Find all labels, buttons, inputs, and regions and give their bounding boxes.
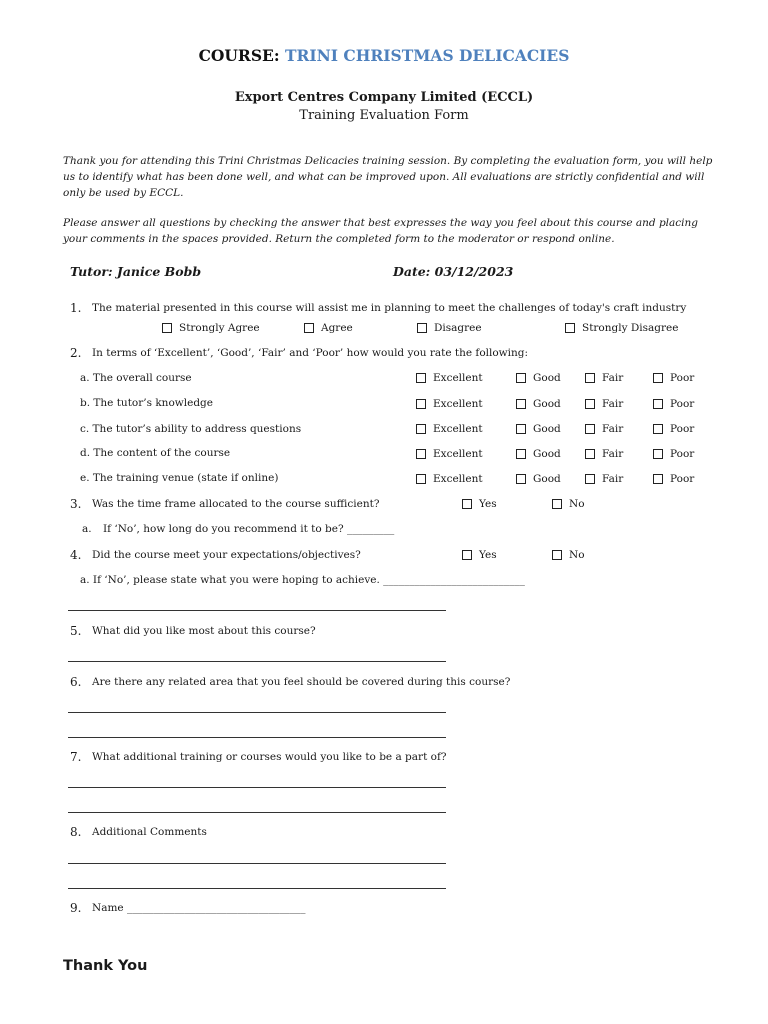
q4-yes[interactable] xyxy=(462,549,497,561)
rating-label: Poor xyxy=(670,398,695,410)
q1-text: The material presented in this course will assist me in planning to meet the challenges of today's craft industry xyxy=(92,302,687,314)
rating-good[interactable] xyxy=(516,372,561,384)
rating-fair[interactable] xyxy=(585,448,623,460)
rating-poor[interactable] xyxy=(653,473,694,485)
q2-item-training-venue: e. The training venue (state if online) xyxy=(80,472,279,484)
q5-number: 5. xyxy=(70,624,82,638)
q9-number: 9. xyxy=(70,901,82,915)
q3-no[interactable] xyxy=(552,498,585,510)
rating-label: Poor xyxy=(670,423,695,435)
rating-label: Good xyxy=(533,423,561,435)
rating-good[interactable] xyxy=(516,448,561,460)
q9-name-field[interactable]: Name __________________________________ xyxy=(92,902,306,914)
rating-good[interactable] xyxy=(516,473,561,485)
q3-sub-label: a. xyxy=(82,523,92,535)
rating-excellent[interactable] xyxy=(416,398,483,410)
answer-line[interactable] xyxy=(68,787,446,788)
q1-option-label: Strongly Disagree xyxy=(582,322,679,334)
checkbox[interactable] xyxy=(416,373,426,383)
checkbox[interactable] xyxy=(653,474,663,484)
rating-label: Good xyxy=(533,372,561,384)
rating-excellent[interactable] xyxy=(416,423,483,435)
rating-label: Poor xyxy=(670,473,695,485)
q1-option-label: Strongly Agree xyxy=(179,322,260,334)
answer-line[interactable] xyxy=(68,661,446,662)
answer-line[interactable] xyxy=(68,712,446,713)
rating-poor[interactable] xyxy=(653,423,694,435)
rating-label: Excellent xyxy=(433,398,483,410)
q7-text: What additional training or courses would you like to be a part of? xyxy=(92,751,447,763)
form-type: Training Evaluation Form xyxy=(299,108,469,123)
rating-fair[interactable] xyxy=(585,423,623,435)
checkbox[interactable] xyxy=(304,323,314,333)
rating-label: Good xyxy=(533,398,561,410)
form-date: Date: 03/12/2023 xyxy=(393,264,514,279)
q3-text: Was the time frame allocated to the course sufficient? xyxy=(92,498,380,510)
checkbox[interactable] xyxy=(162,323,172,333)
tutor-name: Tutor: Janice Bobb xyxy=(70,264,202,279)
rating-label: Good xyxy=(533,448,561,460)
q6-number: 6. xyxy=(70,675,82,689)
checkbox[interactable] xyxy=(417,323,427,333)
checkbox[interactable] xyxy=(462,550,472,560)
q1-number: 1. xyxy=(70,301,82,315)
rating-poor[interactable] xyxy=(653,448,694,460)
checkbox[interactable] xyxy=(516,449,526,459)
checkbox[interactable] xyxy=(585,449,595,459)
checkbox[interactable] xyxy=(653,373,663,383)
q2-item-tutor-knowledge: b. The tutor’s knowledge xyxy=(80,397,213,409)
answer-line[interactable] xyxy=(68,737,446,738)
q6-text: Are there any related area that you feel should be covered during this course? xyxy=(92,676,511,688)
q2-item-tutor-questions: c. The tutor’s ability to address questions xyxy=(80,423,302,435)
rating-label: Excellent xyxy=(433,372,483,384)
checkbox[interactable] xyxy=(516,399,526,409)
rating-label: Good xyxy=(533,473,561,485)
q3-yes[interactable] xyxy=(462,498,497,510)
q2-text: In terms of ‘Excellent’, ‘Good’, ‘Fair’ and ‘Poor’ how would you rate the following: xyxy=(92,347,529,359)
rating-excellent[interactable] xyxy=(416,473,483,485)
checkbox[interactable] xyxy=(653,399,663,409)
q1-option-strongly-agree[interactable] xyxy=(162,322,260,334)
q4-number: 4. xyxy=(70,548,82,562)
checkbox[interactable] xyxy=(585,474,595,484)
rating-label: Fair xyxy=(602,473,624,485)
checkbox[interactable] xyxy=(653,449,663,459)
checkbox[interactable] xyxy=(416,449,426,459)
no-label: No xyxy=(569,498,585,510)
checkbox[interactable] xyxy=(516,424,526,434)
q7-number: 7. xyxy=(70,750,82,764)
rating-fair[interactable] xyxy=(585,372,623,384)
q4-sub-text: a. If ‘No’, please state what you were hoping to achieve. ___________________________ xyxy=(80,574,525,586)
yes-label: Yes xyxy=(479,549,497,561)
company-name: Export Centres Company Limited (ECCL) xyxy=(234,90,534,105)
q3-sub-text: If ‘No’, how long do you recommend it to be? _________ xyxy=(103,523,395,535)
q1-option-disagree[interactable] xyxy=(417,322,482,334)
intro-paragraph-1: Thank you for attending this Trini Christmas Delicacies training session. By completing the evaluation form, you will help us to identify what has been done well, and what can be improved upon. All evaluations are strictly confidential and will only be used by ECCL. xyxy=(63,155,713,199)
checkbox[interactable] xyxy=(416,399,426,409)
checkbox[interactable] xyxy=(462,499,472,509)
q2-item-course-content: d. The content of the course xyxy=(80,447,231,459)
checkbox[interactable] xyxy=(516,474,526,484)
checkbox[interactable] xyxy=(585,424,595,434)
checkbox[interactable] xyxy=(565,323,575,333)
checkbox[interactable] xyxy=(416,424,426,434)
rating-good[interactable] xyxy=(516,398,561,410)
q1-option-strongly-disagree[interactable] xyxy=(565,322,678,334)
checkbox[interactable] xyxy=(653,424,663,434)
rating-fair[interactable] xyxy=(585,473,623,485)
checkbox[interactable] xyxy=(585,399,595,409)
checkbox[interactable] xyxy=(416,474,426,484)
q8-text: Additional Comments xyxy=(92,826,207,838)
rating-excellent[interactable] xyxy=(416,448,483,460)
checkbox[interactable] xyxy=(552,550,562,560)
intro-paragraph-2: Please answer all questions by checking the answer that best expresses the way you feel about this course and placing your comments in the spaces provided. Return the completed form to the moderator or respond online. xyxy=(63,217,699,245)
q8-number: 8. xyxy=(70,825,82,839)
q3-number: 3. xyxy=(70,497,82,511)
rating-label: Fair xyxy=(602,398,624,410)
rating-fair[interactable] xyxy=(585,398,623,410)
course-name: TRINI CHRISTMAS DELICACIES xyxy=(284,46,570,65)
answer-line[interactable] xyxy=(68,863,446,864)
rating-label: Excellent xyxy=(433,473,483,485)
course-title xyxy=(0,46,768,65)
rating-excellent[interactable] xyxy=(416,372,483,384)
rating-poor[interactable] xyxy=(653,372,694,384)
q1-option-label: Agree xyxy=(321,322,353,334)
rating-label: Poor xyxy=(670,448,695,460)
q1-option-agree[interactable] xyxy=(304,322,353,334)
rating-poor[interactable] xyxy=(653,398,694,410)
rating-label: Poor xyxy=(670,372,695,384)
q4-text: Did the course meet your expectations/objectives? xyxy=(92,549,361,561)
q5-text: What did you like most about this course? xyxy=(92,625,316,637)
yes-label: Yes xyxy=(479,498,497,510)
q2-number: 2. xyxy=(70,346,82,360)
answer-line[interactable] xyxy=(68,888,446,889)
checkbox[interactable] xyxy=(585,373,595,383)
q2-item-overall-course: a. The overall course xyxy=(80,372,192,384)
q4-no[interactable] xyxy=(552,549,585,561)
rating-label: Excellent xyxy=(433,448,483,460)
rating-label: Fair xyxy=(602,372,624,384)
checkbox[interactable] xyxy=(552,499,562,509)
answer-line[interactable] xyxy=(68,812,446,813)
no-label: No xyxy=(569,549,585,561)
thank-you: Thank You xyxy=(63,958,148,974)
rating-label: Fair xyxy=(602,448,624,460)
course-label: COURSE: xyxy=(198,46,280,65)
rating-label: Excellent xyxy=(433,423,483,435)
answer-line[interactable] xyxy=(68,610,446,611)
checkbox[interactable] xyxy=(516,373,526,383)
rating-good[interactable] xyxy=(516,423,561,435)
q1-option-label: Disagree xyxy=(434,322,482,334)
rating-label: Fair xyxy=(602,423,624,435)
